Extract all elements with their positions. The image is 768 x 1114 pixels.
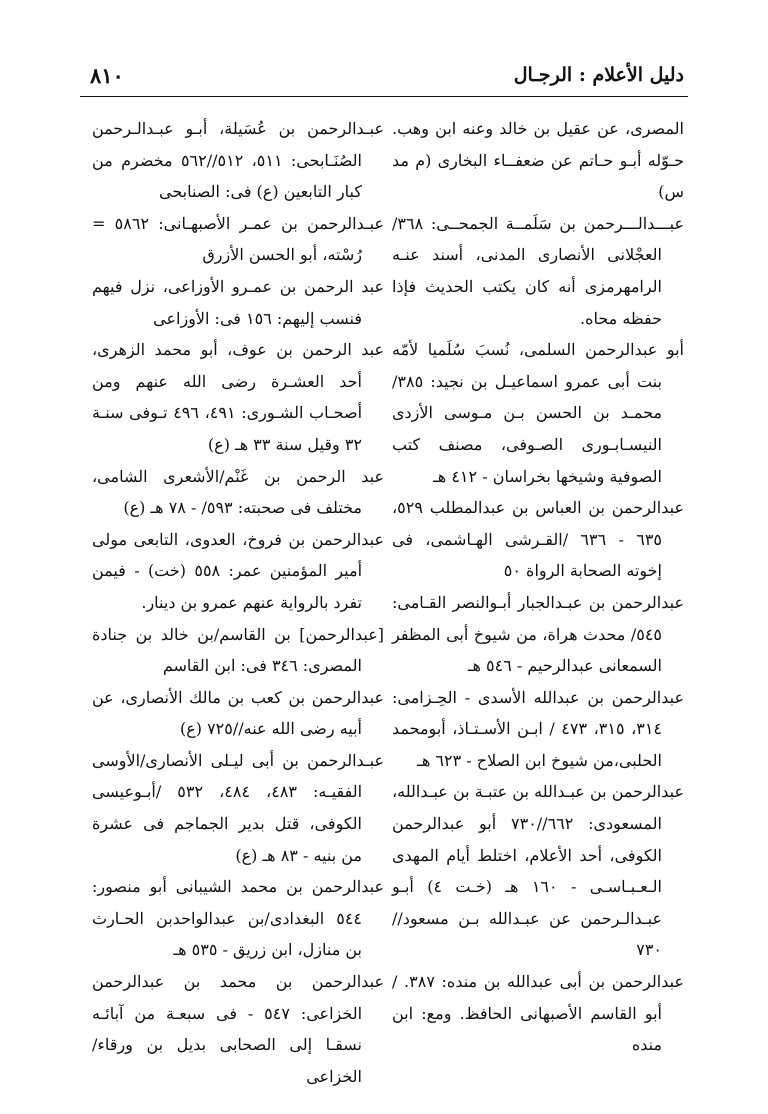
running-title: دليل الأعلام : الرجـال [513,64,684,86]
index-entry: عبـدالرحمن بن أبى ليـلى الأنصارى/الأوسى الفقيـه: ٤٨٣، ٤٨٤، ٥٣٢ /أبـوعيسى الكوفى، قتل بدير الجماجم فى عشرة من بنيه - ٨٣ هـ (ع) [92,750,384,865]
index-entry: المصرى، عن عقيل بن خالد وعنه ابن وهب. حـوّله أبـو حـاتم عن ضعفــاء البخارى (م مد س) [392,119,684,202]
index-entry: عبد الرحمن بن عمـرو الأوزاعى، نزل فيهم فنسب إليهم: ١٥٦ فى: الأوزاعى [92,276,384,328]
index-entry: عبدالرحمن بن عبدالله الأسدى - الحِـزامى: ٣١٤، ٣١٥، ٤٧٣ / ابـن الأسـتـاذ، أبومحمد الحلبى،من شيوخ ابن الصلاح - ٦٢٣ هـ [392,687,684,770]
index-entry: عبدالرحمن بن عبـدالله بن عتبـة بن عبـدالله، المسعودى: ٦٦٢//٧٣٠ أبو عبدالرحمن الكوفى، أحد الأعلام، اختلط أيام المهدى الـعـبـاسـى - ١٦٠ هـ (خـت ٤) أبـو عبـدالـرحمن عن عبـدالله بـن مسعود//٧٣٠ [392,782,684,960]
index-entry: عبدالرحمن بن عبـدالجبار أبـوالنصر القـامى: ٥٤٥/ محدث هراة، من شيوخ أبى المظفر السمعانى عبدالرحيم - ٥٤٦ هـ [392,592,684,676]
page-number: ٨١٠ [90,62,124,88]
page-header [90,58,684,92]
index-entry: عبدالرحمن بن كعب بن مالك الأنصارى، عن أبيه رضى الله عنه//٧٢٥ (ع) [92,687,384,739]
index-entry: عبدالرحمن بن فروخ، العدوى، التابعى مولى أمير المؤمنين عمر: ٥٥٨ (خت) - فيمن تفرد بالرواية عنهم عمرو بن دينار. [92,529,384,612]
index-entry: [عبدالرحمن] بن القاسم/بن خالد بن جنادة المصرى: ٣٤٦ فى: ابن القاسم [92,624,384,676]
left-column [92,113,384,1092]
index-entry: عبد الرحمن بن عوف، أبو محمد الزهرى، أحد العشـرة رضى الله عنهم ومن أصحـاب الشـورى: ٤٩١، ٤٩٦ تـوفى سنـة ٣٢ وقيل سنة ٣٣ هـ (ع) [92,340,384,454]
index-entry: أبو عبدالرحمن السلمى، نُسبَ سُلَميا لأمّه بنت أبى عمرو اسماعيـل بن نجيد: ٣٨٥/ محمـد بن الحسن بـن مـوسى الأزدى النيسـابـورى الصـوفى، مصنف كتب الصوفية وشيخها بخراسان - ٤١٢ هـ [392,340,684,486]
index-entry: عبدالرحمن بن محمد الشيبانى أبو منصور: ٥٤٤ البغدادى/بن عبدالواحدبن الحـارث بن منازل، ابن زريق - ٥٣٥ هـ [92,877,384,960]
index-entry: عبـدالرحمن بن عُسَيلة، أبـو عبـدالـرحمن الصُنَـابحى: ٥١١، ٥١٢//٥٦٢ مخضرم من كبار التابعين (ع) فى: الصنابحى [92,119,384,202]
index-entry: عبدالرحمن بن العباس بن عبدالمطلب ٥٢٩، ٦٣٥ - ٦٣٦ /القـرشى الهـاشمى، فى إخوته الصحابة الرواة ٥٠ [392,498,684,581]
header-rule [80,96,688,97]
index-entry: عبـــدالـــرحمن بن سَلَمــة الجمحــى: ٣٦٨/ العجْلانى الأنصارى المدنى، أسند عنـه الرامهرمزى أنه كان يكتب الحديث فإذا حفظه محاه. [392,213,684,328]
index-entry: عبدالرحمن بن محمد بن عبدالرحمن الخزاعى: ٥٤٧ - فى سبعـة من آبائـه نسقـا إلى الصحابى بديل بن ورقاء/الخزاعى [92,972,384,1086]
right-column [392,113,684,1061]
index-entry: عبد الرحمن بن غَنْم/الأشعرى الشامى، مختلف فى صحبته: ٥٩٣/ - ٧٨ هـ (ع) [92,466,384,518]
index-entry: عبدالرحمن بن أبى عبدالله بن منده: ٣٨٧. /أبو القاسم الأصبهانى الحافظ. ومع: ابن منده [392,972,685,1055]
index-entry: عبـدالرحمن بن عمـر الأصبهـانى: ٥٨٦٢ = رُسْته، أبو الحسن الأزرق [92,213,384,265]
